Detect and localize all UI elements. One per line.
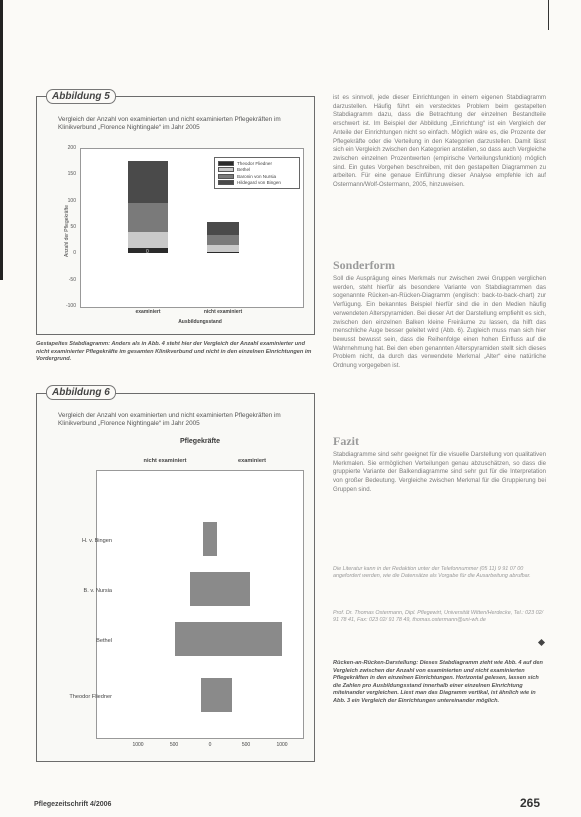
x-tick-label: 1000 [276,742,288,748]
figure-5-title: Vergleich der Anzahl von examinierten und nicht examinierten Pflegekräften im Klinikverbund „Florence Nightingale“ im Jahr 2005 [58,116,281,131]
horizontal-bar [201,678,210,712]
x-tick-label: 1000 [132,742,144,748]
footer-page-number: 265 [520,796,541,810]
legend-swatch [218,161,234,166]
legend-label: Baronin von Nursia [237,173,277,179]
legend-swatch [218,180,234,185]
figure-6-label: Abbildung 6 [46,385,116,400]
y-tick-label: 200 [67,145,76,151]
row-category-label: Bethel [96,638,112,644]
x-tick-label: 500 [241,742,251,748]
legend-label: Theodor Fliedner [237,160,272,166]
scan-edge-left [0,0,3,280]
y-tick-label: -50 [68,276,76,283]
legend-item [218,180,296,187]
figure-6-title: Vergleich der Anzahl von examinierten und nicht examinierten Pflegekräften im Klinikverbund „Florence Nightingale“ im Jahr 2005 [58,412,281,427]
y-tick-label: 100 [67,197,76,204]
row-category-label: Theodor Fliedner [69,694,112,700]
figure-6-chart-title: Pflegekräfte [179,438,221,445]
legend-label: Bethel [237,167,251,173]
figure-5-xlabel: Ausbildungsstand [178,319,222,325]
x-category-label: nicht examiniert [203,309,243,315]
legend-label: Hildegard von Bingen [237,180,281,186]
section-heading-sonderform: Sonderform [333,258,395,272]
row-category-label: B. v. Nursia [83,588,112,594]
section-fazit-text: Stabdiagramme sind sehr geeignet für die visuelle Darstellung von qualitativen Merkmalen. Sie ermöglichen Verteilungen genau abzuschätzen, so dass die gruppierte Variante der Balkendiagramme sind sehr gut für die Interpretation von großer Bedeutung. Vergleiche zwischen Merkmal für die Gruppierung bei Gruppen sind. [333,451,546,493]
figure-5-legend [214,157,300,189]
stacked-bar-segment [128,232,168,248]
end-diamond-icon [538,639,545,646]
figure-6-right-header: examiniert [238,458,266,464]
horizontal-bar [210,572,250,606]
figure-5-label: Abbildung 5 [46,89,116,104]
y-tick-label: 150 [67,171,76,178]
legend-swatch [218,174,234,179]
reference-note-literature: Die Literatur kann in der Redaktion unter der Telefonnummer (05 11) 9 91 07 00 angefordert werden, wie die Datensätze als Vorgabe für die Ausarbeitung abrufbar. [333,566,531,580]
bar-annotation: 0 [146,249,149,256]
x-tick-label: 0 [208,742,212,748]
section-heading-fazit: Fazit [333,434,359,448]
row-category-label: H. v. Bingen [81,538,112,544]
reference-note-author: Prof. Dr. Thomas Ostermann, Dipl. Pflegewirt, Universität Witten/Herdecke, Tel.: 023 02/ 91 78 41, Fax: 023 02/ 91 78 49, thomas.ostermann@uni-wh.de [333,610,544,624]
right-column-intro: ist es sinnvoll, jede dieser Einrichtungen in einem eigenen Stabdiagramm darzustellen. Häufig führt ein verstecktes Problem beim gestapelten Stabdiagramm dazu, dass die Betrachtung der einzelnen Bestandteile erschwert ist. Im Beispiel der Abbildung „Einrichtung“ ist ein Vergleich der Anteile der Einrichtungen nicht so einfach. Möglich wäre es, die Prozente der Pflegekräfte oder die Verteilung in den Kategorien darzustellen. Damit lässt sich ein Vergleich zwischen den Kategorien anstellen, so dass auch Vergleiche zwischen einzelnen Prozentwerten (empirische Verteilungsfunktion) möglich sind. Ein gutes Vorgehen beschreiben, mit den gestapelten Diagrammen zu arbeiten. Für eine genaue Einführung dieser Analyse empfehle ich auf Ostermann/Wolf-Ostermann, 2005, hinzuweisen. [333,94,546,189]
horizontal-bar [210,678,232,712]
y-tick-label: 0 [73,250,76,257]
section-sonderform-text: Soll die Ausprägung eines Merkmals nur zwischen zwei Gruppen verglichen werden, steht hierfür als besondere Variante von Stabdiagrammen das sogenannte Rücken-an-Rücken-Diagramm (englisch: back-to-back-chart) zur Verfügung. Ein bekanntes Beispiel hierfür sind die in den Medien häufig verwendeten Alterspyramiden. Bei dieser Art der Darstellung empfiehlt es sich, zwischen den einzelnen Balken kleine Freiräume zu lassen, da hilft das menschliche Auge besser geleitet wird (Abb. 6). Zugleich muss man sich hier bewusst bewusst sein, dass die Reihenfolge einen hohen Einfluss auf die Wahrnehmung hat. Bei den eben genannten Alterspyramiden stellt sich dieses Problem nicht, da durch das verwendete Merkmal „Alter“ eine natürliche Ordnung vorgegeben ist. [333,275,546,370]
horizontal-bar [190,572,210,606]
y-tick-label: -100 [65,303,76,309]
stacked-bar-segment [207,252,239,254]
stacked-bar-segment [128,203,168,232]
y-tick-label: 50 [70,224,76,230]
horizontal-bar [210,522,217,556]
stacked-bar-segment [207,222,239,235]
horizontal-bar [203,522,210,556]
x-tick-label: 500 [169,742,179,748]
horizontal-bar [210,622,282,656]
stacked-bar-segment [207,245,239,251]
stacked-bar-segment [207,235,239,246]
scan-edge-right [548,0,549,30]
footer-journal: Pflegezeitschrift 4/2006 [34,801,112,808]
figure-6-left-header: nicht examiniert [143,458,187,464]
figure-6-caption: Rücken-an-Rücken-Darstellung: Dieses Stabdiagramm zieht wie Abb. 4 auf den Vergleich zwischen der Anzahl von examinierten und nicht examinierten Pflegekräften in den einzelnen Einrichtungen. Horizontal gelesen, lassen sich die Zahlen pro Ausbildungsstand innerhalb einer einzelnen Einrichtung miteinander vergleichen. Liest man das Diagramm vertikal, ist ähnlich wie in Abb. 3 ein Vergleich der Einrichtungen untereinander möglich. [333,660,543,704]
figure-5-ylabel: Anzahl der Pflegekräfte [64,205,70,257]
x-category-label: examiniert [135,309,161,315]
figure-5-caption: Gestapeltes Stabdiagramm: Anders als in Abb. 4 steht hier der Vergleich der Anzahl examinierter und nicht examinierter Pflegekräfte im gesamten Klinikverbund und nicht in den einzelnen Einrichtungen im Vordergrund. [36,341,312,363]
horizontal-bar [175,622,210,656]
stacked-bar-segment [128,161,168,203]
legend-swatch [218,167,234,172]
